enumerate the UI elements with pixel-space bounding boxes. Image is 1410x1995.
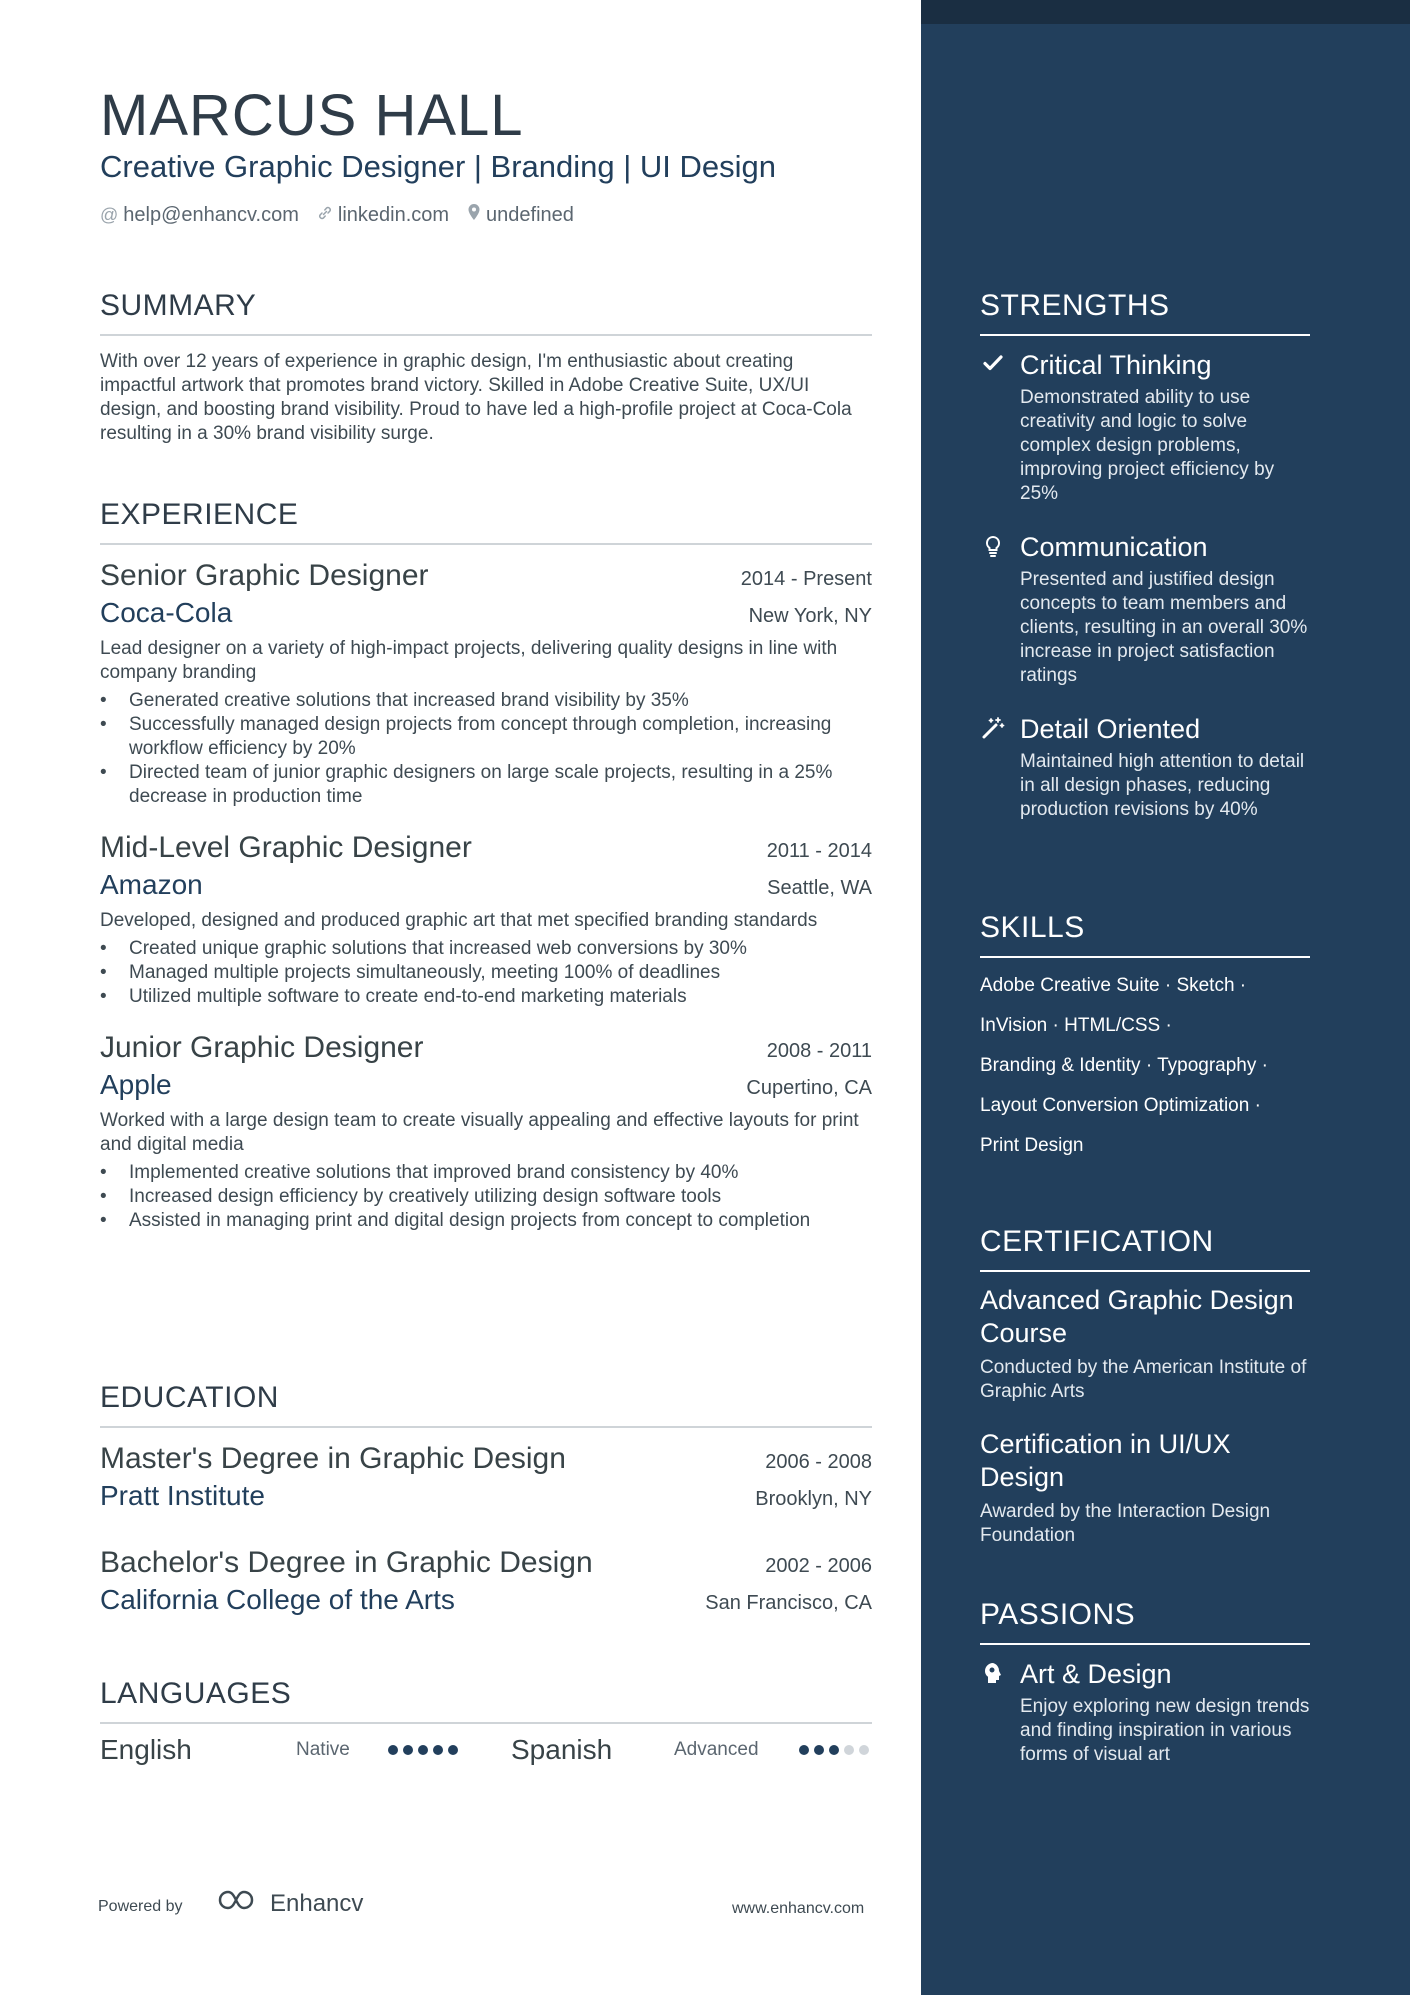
job-location: Cupertino, CA bbox=[746, 1077, 872, 1099]
strength-description: Demonstrated ability to use creativity and logic to solve complex design problems, improving project efficiency by 25% bbox=[1020, 387, 1275, 504]
education-entry bbox=[100, 1544, 872, 1618]
contact-email[interactable] bbox=[100, 202, 299, 228]
contact-link[interactable] bbox=[317, 202, 449, 228]
location-text: undefined bbox=[486, 204, 574, 226]
contact-bar bbox=[100, 202, 574, 228]
certification-heading: CERTIFICATION bbox=[980, 1224, 1310, 1272]
rating-dot-filled bbox=[418, 1745, 428, 1755]
sidebar-top-band bbox=[921, 0, 1410, 24]
degree-dates: 2002 - 2006 bbox=[765, 1555, 872, 1577]
certification-title: Advanced Graphic Design Course bbox=[980, 1285, 1294, 1348]
summary-text: With over 12 years of experience in graphic design, I'm enthusiastic about creating impactful artwork that promotes brand victory. Skilled in Adobe Creative Suite, UX/UI design, and boosting brand visibility. Proud to have led a high-profile project at Coca-Cola resulting in a 30% brand visibility surge. bbox=[100, 351, 852, 444]
education-entry bbox=[100, 1440, 872, 1514]
job-bullet: • Managed multiple projects simultaneously, meeting 100% of deadlines bbox=[100, 961, 872, 985]
strengths-heading: STRENGTHS bbox=[980, 288, 1310, 336]
languages-heading: LANGUAGES bbox=[100, 1676, 872, 1724]
job-bullet: • Utilized multiple software to create end-to-end marketing materials bbox=[100, 985, 872, 1009]
job-entry bbox=[100, 1029, 872, 1233]
link-icon bbox=[317, 202, 333, 228]
language-level: Advanced bbox=[674, 1739, 759, 1760]
school-name: California College of the Arts bbox=[100, 1584, 455, 1615]
skill-line: Print Design bbox=[980, 1135, 1084, 1156]
rating-dot-filled bbox=[814, 1745, 824, 1755]
job-bullet: • Directed team of junior graphic designers on large scale projects, resulting in a 25% decrease in production time bbox=[100, 761, 872, 809]
skill-line: Adobe Creative Suite · Sketch · bbox=[980, 975, 1247, 996]
enhancv-mark-icon bbox=[216, 1888, 264, 1919]
head-brain-icon bbox=[980, 1661, 1006, 1691]
education-heading: EDUCATION bbox=[100, 1380, 872, 1428]
job-description: Developed, designed and produced graphic art that met specified branding standards bbox=[100, 910, 818, 931]
rating-dot-filled bbox=[799, 1745, 809, 1755]
degree-title: Bachelor's Degree in Graphic Design bbox=[100, 1546, 593, 1579]
strengths-section bbox=[980, 288, 1310, 822]
language-rating bbox=[388, 1745, 511, 1755]
rating-dot-filled bbox=[829, 1745, 839, 1755]
language-level: Native bbox=[296, 1739, 350, 1760]
job-bullet: • Increased design efficiency by creatively utilizing design software tools bbox=[100, 1185, 872, 1209]
powered-by-label: Powered by bbox=[98, 1898, 183, 1915]
candidate-title: Creative Graphic Designer | Branding | UI Design bbox=[100, 149, 777, 184]
lightbulb-icon bbox=[980, 534, 1006, 564]
footer-url[interactable]: www.enhancv.com bbox=[732, 1900, 865, 1917]
passions-heading: PASSIONS bbox=[980, 1597, 1310, 1645]
job-bullets bbox=[100, 1161, 872, 1233]
job-bullets bbox=[100, 689, 872, 809]
passion-description: Enjoy exploring new design trends and finding inspiration in various forms of visual art bbox=[1020, 1696, 1310, 1765]
rating-dot-filled bbox=[403, 1745, 413, 1755]
job-dates: 2011 - 2014 bbox=[766, 840, 872, 862]
strength-title: Communication bbox=[1020, 532, 1208, 562]
job-company: Amazon bbox=[100, 869, 203, 900]
school-name: Pratt Institute bbox=[100, 1480, 265, 1511]
summary-section bbox=[100, 288, 872, 446]
job-location: Seattle, WA bbox=[767, 877, 872, 899]
certification-description: Conducted by the American Institute of Graphic Arts bbox=[980, 1357, 1307, 1402]
rating-dot-empty bbox=[859, 1745, 869, 1755]
job-description: Worked with a large design team to create visually appealing and effective layouts for print and digital media bbox=[100, 1110, 859, 1155]
job-entry bbox=[100, 829, 872, 1009]
skill-line: Branding & Identity · Typography · bbox=[980, 1055, 1268, 1076]
job-bullets bbox=[100, 937, 872, 1009]
certification-item bbox=[980, 1284, 1310, 1404]
rating-dot-empty bbox=[844, 1745, 854, 1755]
job-role: Mid-Level Graphic Designer bbox=[100, 831, 472, 864]
certification-title: Certification in UI/UX Design bbox=[980, 1429, 1231, 1492]
strength-title: Detail Oriented bbox=[1020, 714, 1201, 744]
candidate-name: MARCUS HALL bbox=[100, 83, 524, 148]
job-company: Coca-Cola bbox=[100, 597, 233, 628]
skills-section bbox=[980, 910, 1310, 1158]
job-entry bbox=[100, 557, 872, 809]
education-section bbox=[100, 1380, 872, 1618]
email-text: help@enhancv.com bbox=[123, 204, 299, 226]
certification-description: Awarded by the Interaction Design Foundation bbox=[980, 1501, 1271, 1546]
link-text: linkedin.com bbox=[337, 204, 450, 226]
rating-dot-filled bbox=[433, 1745, 443, 1755]
job-role: Junior Graphic Designer bbox=[100, 1031, 424, 1064]
school-location: San Francisco, CA bbox=[705, 1592, 872, 1614]
job-dates: 2008 - 2011 bbox=[766, 1040, 872, 1062]
job-bullet: • Implemented creative solutions that improved brand consistency by 40% bbox=[100, 1161, 872, 1185]
experience-heading: EXPERIENCE bbox=[100, 497, 872, 545]
skill-line: Layout Conversion Optimization · bbox=[980, 1095, 1261, 1116]
job-description: Lead designer on a variety of high-impact projects, delivering quality designs in line with company branding bbox=[100, 638, 838, 683]
language-name: English bbox=[100, 1734, 192, 1765]
contact-location bbox=[467, 202, 574, 228]
languages-row bbox=[100, 1734, 872, 1766]
enhancv-wordmark: Enhancv bbox=[270, 1889, 364, 1917]
rating-dot-filled bbox=[448, 1745, 458, 1755]
strength-item bbox=[980, 712, 1310, 822]
school-location: Brooklyn, NY bbox=[755, 1488, 872, 1510]
job-bullet: • Assisted in managing print and digital design projects from concept to completion bbox=[100, 1209, 872, 1233]
job-location: New York, NY bbox=[748, 605, 872, 627]
strength-description: Presented and justified design concepts to team members and clients, resulting in an overall 30% increase in project satisfaction ratings bbox=[1020, 569, 1308, 686]
language-name: Spanish bbox=[511, 1734, 613, 1765]
skills-heading: SKILLS bbox=[980, 910, 1310, 958]
rating-dot-filled bbox=[388, 1745, 398, 1755]
strength-item bbox=[980, 348, 1310, 506]
passions-section bbox=[980, 1597, 1310, 1767]
strength-description: Maintained high attention to detail in all design phases, reducing production revisions by 40% bbox=[1020, 751, 1305, 820]
certification-section bbox=[980, 1224, 1310, 1548]
languages-section bbox=[100, 1676, 872, 1766]
job-bullet: • Created unique graphic solutions that increased web conversions by 30% bbox=[100, 937, 872, 961]
summary-heading: SUMMARY bbox=[100, 288, 872, 336]
passion-item bbox=[980, 1657, 1310, 1767]
experience-section bbox=[100, 497, 872, 1233]
degree-title: Master's Degree in Graphic Design bbox=[100, 1442, 566, 1475]
enhancv-logo[interactable] bbox=[216, 1888, 363, 1919]
passion-title: Art & Design bbox=[1020, 1659, 1172, 1689]
location-pin-icon bbox=[467, 202, 481, 228]
language-rating bbox=[799, 1745, 869, 1755]
job-bullet: • Generated creative solutions that increased brand visibility by 35% bbox=[100, 689, 872, 713]
job-company: Apple bbox=[100, 1069, 172, 1100]
certification-item bbox=[980, 1428, 1310, 1548]
strength-item bbox=[980, 530, 1310, 688]
strength-title: Critical Thinking bbox=[1020, 350, 1212, 380]
job-role: Senior Graphic Designer bbox=[100, 559, 429, 592]
at-icon: @ bbox=[100, 205, 119, 225]
check-icon bbox=[980, 352, 1006, 380]
job-bullet: • Successfully managed design projects from concept through completion, increasing workflow efficiency by 20% bbox=[100, 713, 872, 761]
degree-dates: 2006 - 2008 bbox=[765, 1451, 872, 1473]
magic-wand-icon bbox=[980, 716, 1006, 746]
job-dates: 2014 - Present bbox=[740, 568, 872, 590]
skill-line: InVision · HTML/CSS · bbox=[980, 1015, 1172, 1036]
